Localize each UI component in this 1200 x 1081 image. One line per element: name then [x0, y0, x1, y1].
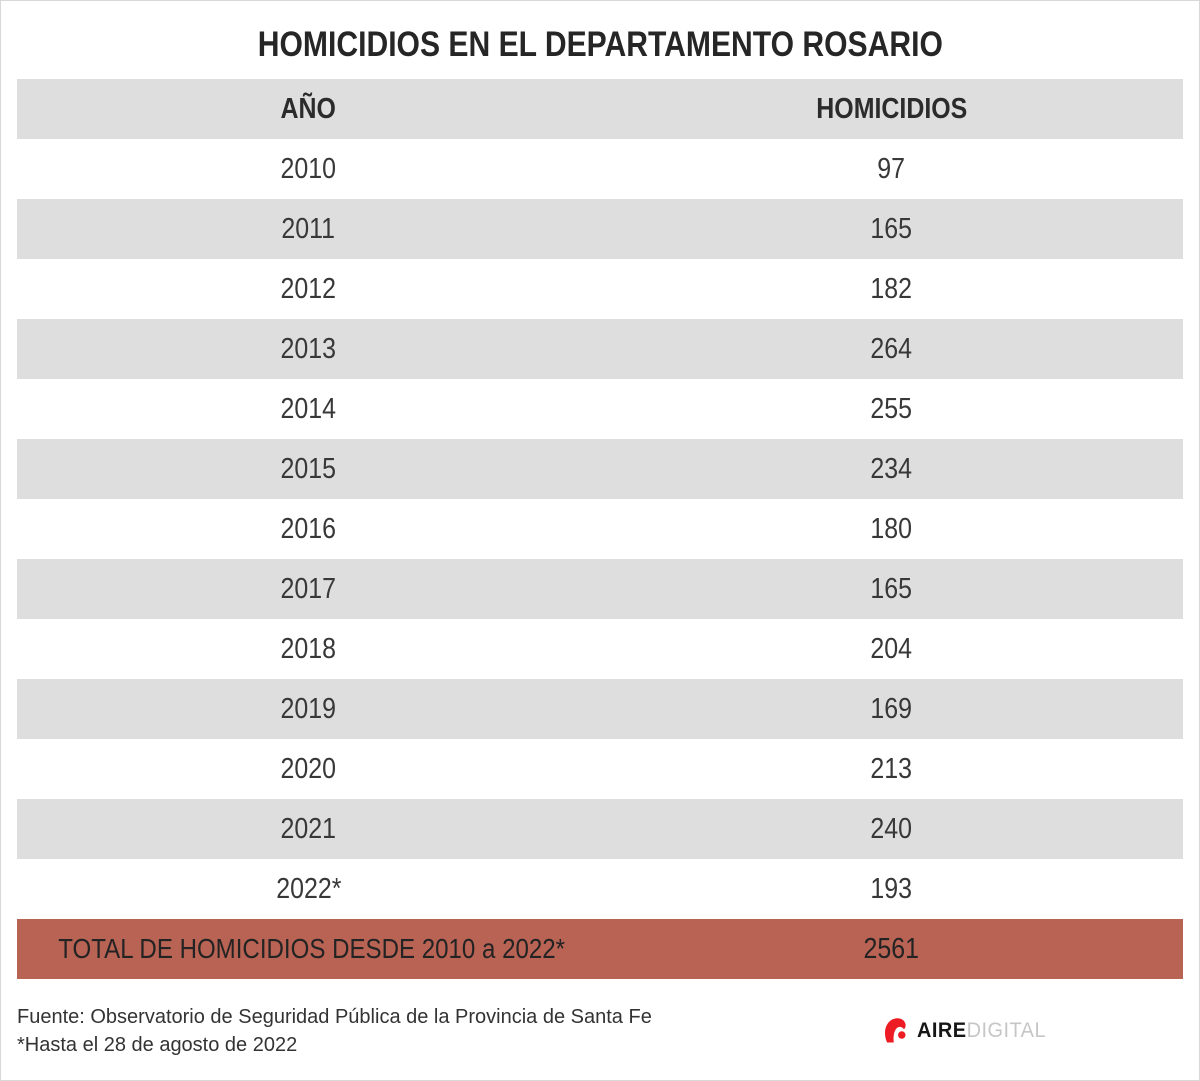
year-cell: 2022* [275, 872, 342, 905]
year-cell: 2011 [281, 212, 336, 245]
value-cell: 165 [870, 212, 913, 245]
value-cell: 264 [870, 332, 913, 365]
logo-word-digital: DIGITAL [966, 1019, 1047, 1042]
table-row [17, 319, 1183, 379]
table-row [17, 439, 1183, 499]
table-row [17, 679, 1183, 739]
table-row [17, 379, 1183, 439]
year-cell: 2018 [280, 632, 337, 665]
logo-word-aire: AIRE [917, 1019, 967, 1042]
table-row [17, 739, 1183, 799]
value-cell: 165 [870, 572, 913, 605]
footnote-text: *Hasta el 28 de agosto de 2022 [17, 1034, 298, 1056]
table-row [17, 259, 1183, 319]
page-title [1, 1, 1199, 79]
value-cell: 213 [870, 752, 913, 785]
table-row [17, 619, 1183, 679]
year-cell: 2016 [280, 512, 337, 545]
year-cell: 2021 [280, 812, 337, 845]
value-cell: 193 [870, 872, 913, 905]
value-cell: 97 [877, 152, 906, 185]
year-cell: 2017 [280, 572, 337, 605]
value-cell: 169 [870, 692, 913, 725]
year-cell: 2013 [280, 332, 337, 365]
table-row [17, 499, 1183, 559]
value-cell: 182 [870, 272, 913, 305]
table-body [17, 139, 1183, 919]
page-title-text: HOMICIDIOS EN EL DEPARTAMENTO ROSARIO [257, 25, 943, 64]
total-value: 2561 [863, 932, 920, 965]
table-row [17, 199, 1183, 259]
year-cell: 2010 [280, 152, 337, 185]
footer [1, 979, 1199, 1059]
aire-digital-logo [880, 1015, 1053, 1047]
table-row [17, 559, 1183, 619]
table-header-row [17, 79, 1183, 139]
table-row [17, 859, 1183, 919]
source-text: Fuente: Observatorio de Seguridad Pública de la Provincia de Santa Fe [17, 1006, 652, 1028]
year-cell: 2019 [280, 692, 337, 725]
table-total-row [17, 919, 1183, 979]
homicides-table [17, 79, 1183, 979]
year-cell: 2015 [280, 452, 337, 485]
table-row [17, 799, 1183, 859]
value-cell: 180 [870, 512, 913, 545]
value-cell: 234 [870, 452, 913, 485]
table-row [17, 139, 1183, 199]
value-cell: 255 [870, 392, 913, 425]
aire-flame-icon [880, 1015, 912, 1047]
year-cell: 2020 [280, 752, 337, 785]
year-cell: 2014 [280, 392, 337, 425]
value-cell: 204 [870, 632, 913, 665]
logo-wordmark [917, 1019, 1046, 1043]
column-header-homicides: HOMICIDIOS [815, 92, 968, 125]
source-block [17, 1003, 652, 1059]
total-label: TOTAL DE HOMICIDIOS DESDE 2010 a 2022* [58, 933, 566, 964]
year-cell: 2012 [280, 272, 337, 305]
value-cell: 240 [870, 812, 913, 845]
column-header-year: AÑO [280, 92, 337, 125]
